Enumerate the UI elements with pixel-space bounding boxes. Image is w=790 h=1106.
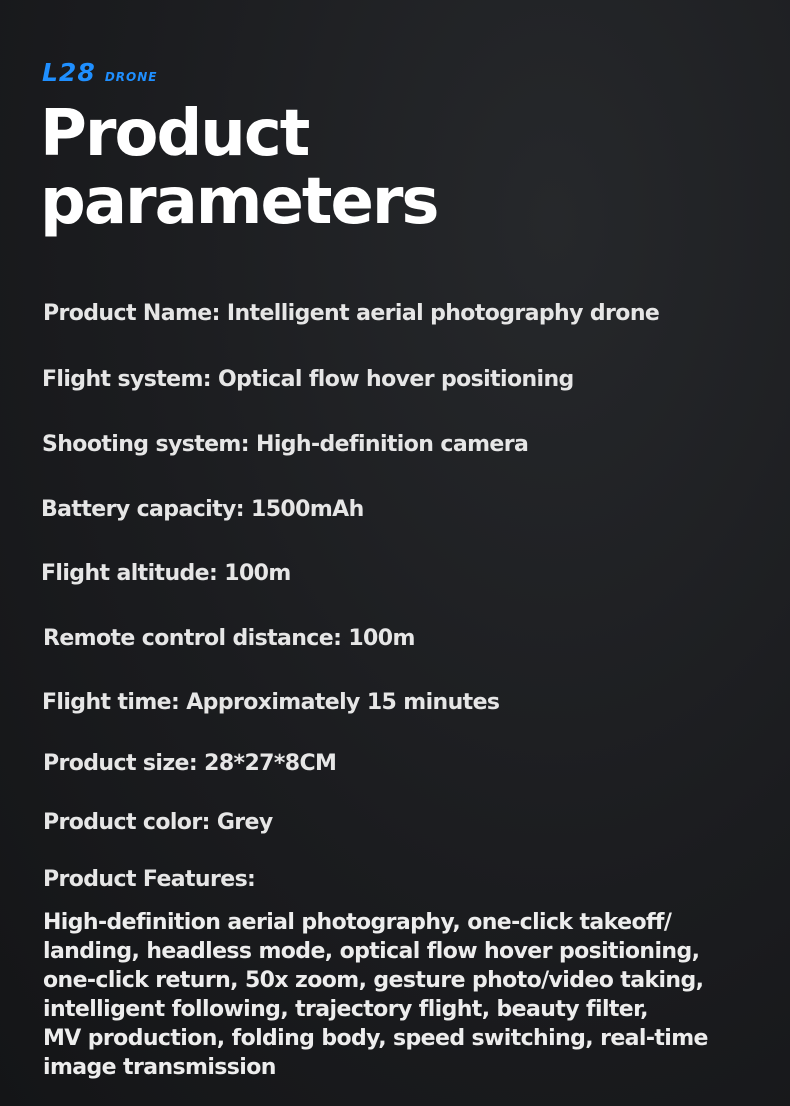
features-line: High-definition aerial photography, one-click takeoff/ <box>43 910 672 935</box>
param-flight-altitude: Flight altitude: 100m <box>41 561 291 586</box>
features-description <box>43 908 708 1082</box>
param-flight-time: Flight time: Approximately 15 minutes <box>42 690 500 715</box>
param-battery-capacity: Battery capacity: 1500mAh <box>41 497 364 522</box>
features-heading: Product Features: <box>43 867 256 892</box>
features-line: image transmission <box>43 1055 276 1080</box>
param-product-color: Product color: Grey <box>43 810 273 835</box>
param-remote-distance: Remote control distance: 100m <box>43 626 415 651</box>
features-line: MV production, folding body, speed switching, real-time <box>43 1026 708 1051</box>
logo-sub: DRONE <box>104 70 158 84</box>
logo-model: L28 <box>42 58 96 87</box>
features-line: one-click return, 50x zoom, gesture photo/video taking, <box>43 968 704 993</box>
features-line: landing, headless mode, optical flow hover positioning, <box>43 939 700 964</box>
param-flight-system: Flight system: Optical flow hover positioning <box>42 367 574 392</box>
page-title-line-2: parameters <box>40 165 438 239</box>
param-product-name: Product Name: Intelligent aerial photography drone <box>43 301 660 326</box>
page-title-line-1: Product <box>40 97 309 171</box>
features-line: intelligent following, trajectory flight, beauty filter, <box>43 997 648 1022</box>
brand-logo <box>42 58 157 87</box>
param-shooting-system: Shooting system: High-definition camera <box>42 432 529 457</box>
param-product-size: Product size: 28*27*8CM <box>43 751 337 776</box>
page-title <box>40 97 438 239</box>
